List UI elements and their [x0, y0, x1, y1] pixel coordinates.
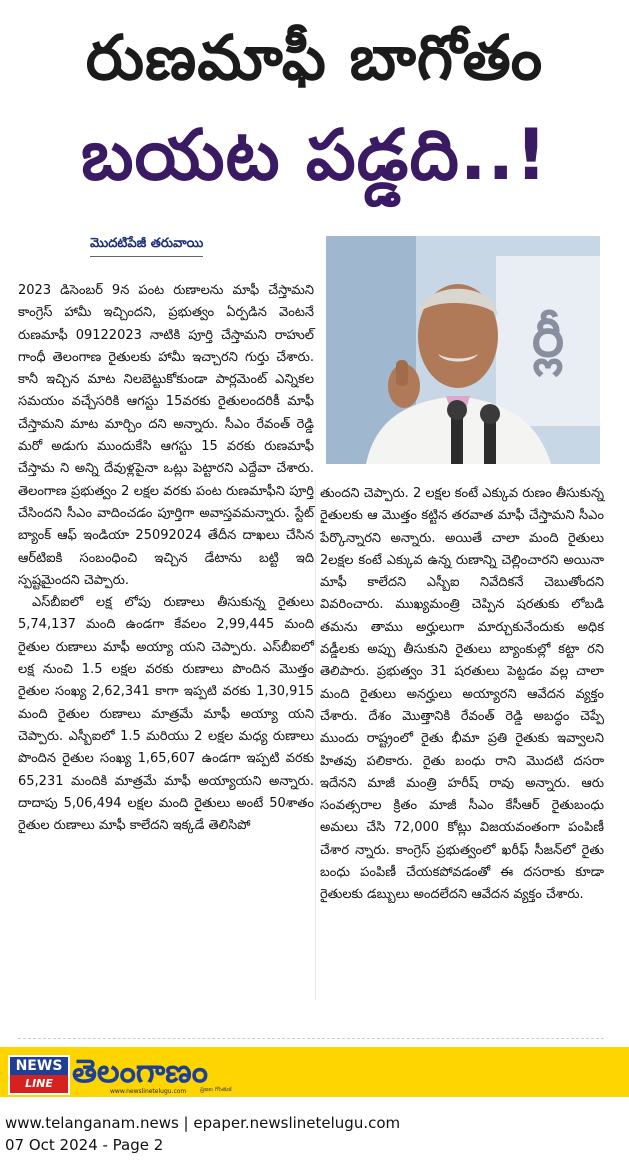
continued-from-front-page-label: మొదటిపేజీ తరువాయి — [90, 236, 203, 257]
article-paragraph: ఎస్‌బీఐలో లక్ష లోపు రుణాలు తీసుకున్న రైతులు 5,74,137 మంది ఉండగా కేవలం 2,99,445 మంది రైతుల రుణాలు మాఫీ అయ్యా యని చెప్పారు. ఎస్‌బీఐలో లక్ష నుంచి 1.5 లక్షల వరకు రుణాలు పొందిన మొత్తం రైతుల సంఖ్య 2,62,341 కాగా ఇప్పటి వరకు 1,30,915 మంది రైతుల రుణాలు మాత్రమే మాఫీ అయ్యా యని చెప్పారు. ఎస్బీఐలో 1.5 మరియు 2 లక్షల మధ్య రుణాలు పొందిన రైతుల సంఖ్య 1,65,607 ఉండగా ఇప్పటి వరకు 65,231 మందికి మాత్రమే మాఫీ అయ్యాయని అన్నారు. దాదాపు 5,06,494 లక్షల మంది రైతులు అంటే 50శాతం రైతుల రుణాలు మాఫీ కాలేదని ఇక్కడే తెలిసిపో — [18, 595, 314, 834]
brand-tagline: ప్రజల గొంతుక — [200, 1086, 232, 1093]
footer-sites: www.telanganam.news | epaper.newslinetelugu.com — [5, 1114, 401, 1132]
headline-line-2: బయట పడ్డది..! — [80, 114, 549, 196]
speaker-photo-icon — [326, 236, 600, 464]
footer-date-page: 07 Oct 2024 - Page 2 — [5, 1136, 164, 1154]
brand-name: తెలంగాణం — [72, 1052, 208, 1090]
newsline-logo — [8, 1055, 70, 1095]
logo-line-text: LINE — [10, 1075, 68, 1093]
footer-divider — [18, 1038, 604, 1039]
article-column-right — [320, 483, 604, 907]
article-photo — [326, 236, 600, 464]
article-paragraph: 2023 డిసెంబర్ 9న పంట రుణాలను మాఫీ చేస్తామని కాంగ్రెస్ హామీ ఇచ్చిందని, ప్రభుత్వం ఏర్పడిన వెంటనే రుణమాఫీ 09122023 నాటికి పూర్తి చేస్తామని రాహుల్ గాంధీ తెలంగాణ రైతులకు హామీ ఇచ్చారని గుర్తు చేశారు. కానీ ఇచ్చిన మాట నిలబెట్టుకోకుండా పార్లమెంట్ ఎన్నికల సమయం వచ్చేసరికి ఆగస్టు 15వరకు రైతులందరికీ మాఫీ చేస్తామని మాట మార్చిం దని అన్నారు. సీఎం రేవంత్ రెడ్డి మరో అడుగు ముందుకేసి ఆగస్టు 15 వరకు రుణమాఫీ చేస్తామ ని అన్ని దేవుళ్లపైనా ఒట్లు పెట్టారని ఎద్దేవా చేశారు. తెలంగాణ ప్రభుత్వం 2 లక్షల వరకు పంట రుణమాఫీని పూర్తి చేసిందని సీఎం వాదించడం పూర్తిగా అవాస్తవమన్నారు. స్టేట్ బ్యాంక్ ఆఫ్ ఇండియా 25092024 తేదీన దాఖలు చేసిన ఆర్‌టిఐకి సంబంధించి ఇచ్చిన డేటాను బట్టి ఇది స్పష్టమైందని చెప్పారు. — [18, 283, 314, 588]
logo-news-text: NEWS — [10, 1057, 68, 1075]
article-paragraph: తుందని చెప్పారు. 2 లక్షల కంటే ఎక్కువ రుణం తీసుకున్న రైతులకు ఆ మొత్తం కట్టిన తరవాత మాఫీ చేస్తామని సీఎం పేర్కొన్నారని అన్నారు. అయితే చాలా మంది రైతులు 2లక్షల కంటే ఎక్కువ ఉన్న రుణాన్ని చెల్లించారని అయినా మాఫీ కాలేదని ఎస్బీఐ నివేదికనే చెబుతోందని వివరించారు. ముఖ్యమంత్రి చెప్పిన షరతుకు లోబడి తమను తాము అర్హులుగా మార్చుకునేందుకు అధిక వడ్డీలకు అప్పు తీసుకుని రైతులు బ్యాంకుల్లో కట్టా రని తెలిపారు. ప్రభుత్వం 31 షరతులు పెట్టడం వల్ల చాలా మంది రైతులు అనర్హులు అయ్యారని ఆవేదన వ్యక్తం చేశారు. దేశం మొత్తానికి రేవంత్ రెడ్డి అబద్ధం చెప్పే ముందు రాష్ట్రంలో రైతు భీమా ప్రతి రైతుకు ఇవ్వాలని హితవు పలికారు. రైతు బంధు రాని మొదటి దసరా ఇదేనని మాజీ మంత్రి హరీష్ రావు అన్నారు. ఆరు సంవత్సరాల క్రితం మాజీ సీఎం కేసీఆర్ రైతుబంధు అమలు చేసి 72,000 కోట్లు విజయవంతంగా పంపిణీ చేశార న్నారు. కాంగ్రెస్ ప్రభుత్వంలో ఖరీఫ్ సీజన్‌లో రైతు బంధు పంపిణీ చేయకపోవడంతో ఈ దసరాకు కూడా రైతులకు డబ్బులు అందలేదని ఆవేదన వ్యక్తం చేశారు. — [320, 486, 604, 903]
headline-line-1: రుణమాఫీ బాగోతం — [85, 21, 544, 94]
brand-url: www.newslinetelugu.com — [110, 1088, 187, 1095]
article-column-left — [18, 280, 314, 837]
banner-text: ర్లీ — [531, 306, 565, 369]
column-divider — [315, 480, 316, 1000]
